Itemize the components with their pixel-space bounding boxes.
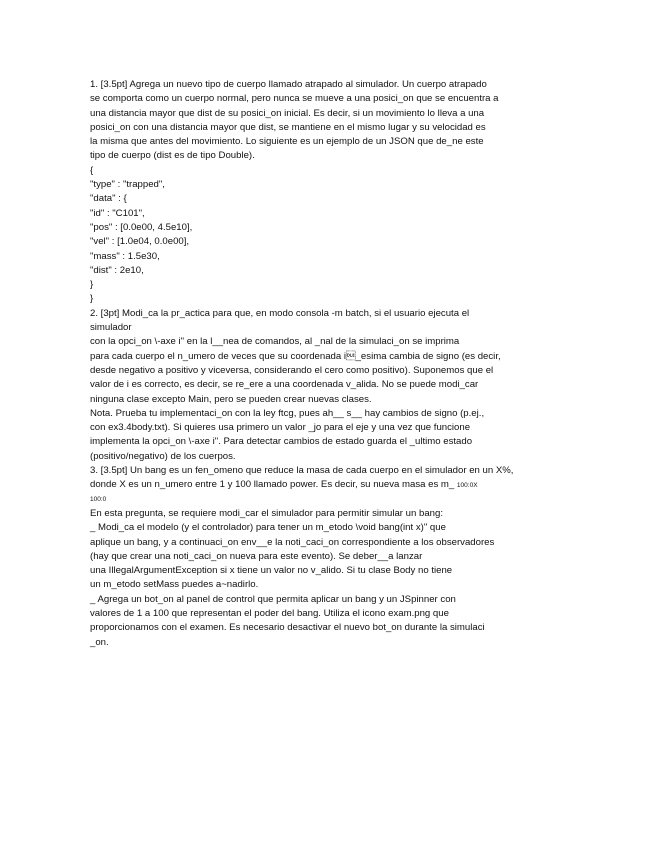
json-mass-line: "mass" : 1.5e30,: [90, 250, 160, 262]
text-line-26: implementa la opci_on \-axe i". Para detectar cambios de estado guarda el _ultimo estado: [90, 436, 473, 448]
json-close-brace-inner: }: [90, 279, 94, 291]
text-line-22: valor de i es correcto, es decir, se re_ere a una coordenada v_alida. No se puede modi_car: [90, 379, 479, 391]
json-vel-line: "vel" : [1.0e04, 0.0e00],: [90, 236, 190, 248]
text-line-1: 1. [3.5pt] Agrega un nuevo tipo de cuerpo llamado atrapado al simulador. Un cuerpo atrapado: [90, 79, 487, 90]
text-line-19: con la opci_on \-axe i" en la l__nea de comandos, al _nal de la simulaci_on se imprima: [90, 336, 460, 348]
text-line-3: una distancia mayor que dist de su posici_on inicial. Es decir, si un movimiento lo lleva a una: [90, 107, 485, 119]
text-line-20: para cada cuerpo el n_umero de veces que su coordenada i_esima cambia de signo (es decir,: [90, 350, 501, 362]
json-data-line: "data" : {: [90, 193, 127, 205]
json-type-line: "type" : "trapped",: [90, 179, 165, 191]
text-line-32: _ Modi_ca el modelo (y el controlador) para tener un m_etodo \void bang(int x)" que: [90, 522, 446, 534]
text-line-33: aplique un bang, y a continuaci_on env__e la noti_caci_on correspondiente a los observadores: [90, 536, 495, 548]
text-line-36: un m_etodo setMass puedes a~nadirlo.: [90, 579, 259, 591]
text-line-40: _on.: [90, 636, 109, 648]
text-line-30: 100:0: [90, 495, 107, 503]
text-line-39: proporcionamos con el examen. Es necesario desactivar el nuevo bot_on durante la simulaci: [90, 622, 485, 634]
json-pos-line: "pos" : [0.0e00, 4.5e10],: [90, 221, 193, 233]
mass-formula-fraction: 100:0X: [456, 482, 478, 490]
text-line-29: [90, 478, 570, 492]
exam-text: [90, 78, 570, 650]
mass-formula-text: donde X es un n_umero entre 1 y 100 llamado power. Es decir, su nueva masa es m_: [90, 479, 455, 491]
text-line-35: una IllegalArgumentException si x tiene un valor no v_alido. Si tu clase Body no tiene: [90, 565, 453, 577]
text-line-37: _ Agrega un bot_on al panel de control que permita aplicar un bang y un JSpinner con: [90, 593, 456, 605]
text-line-5: la misma que antes del movimiento. Lo siguiente es un ejemplo de un JSON que de_ne este: [90, 136, 484, 148]
text-line-6: tipo de cuerpo (dist es de tipo Double).: [90, 150, 255, 162]
text-line-17: 2. [3pt] Modi_ca la pr_actica para que, en modo consola -m batch, si el usuario ejecuta el: [90, 307, 470, 319]
text-line-27: (positivo/negativo) de los cuerpos.: [90, 450, 236, 462]
text-line-2: se comporta como un cuerpo normal, pero nunca se mueve a una posici_on que se encuentra a: [90, 93, 499, 105]
json-dist-line: "dist" : 2e10,: [90, 264, 144, 276]
text-line-24: Nota. Prueba tu implementaci_on con la ley ftcg, pues ah__ s__ hay cambios de signo (p.ej.,: [90, 407, 485, 419]
text-line-18: simulador: [90, 322, 132, 334]
text-line-38: valores de 1 a 100 que representan el poder del bang. Utiliza el icono exam.png que: [90, 607, 449, 619]
text-line-23: ninguna clase excepto Main, pero se pueden crear nuevas clases.: [90, 393, 372, 405]
json-close-brace-outer: }: [90, 293, 94, 305]
text-line-28: 3. [3.5pt] Un bang es un fen_omeno que reduce la masa de cada cuerpo en el simulador en un X%,: [90, 465, 514, 477]
text-line-4: posici_on con una distancia mayor que dist, se mantiene en el mismo lugar y su velocidad es: [90, 121, 486, 133]
json-id-line: "id" : "C101",: [90, 207, 145, 219]
text-line-21: desde negativo a positivo y viceversa, considerando el cero como positivo). Suponemos que el: [90, 364, 494, 376]
text-line-31: En esta pregunta, se requiere modi_car el simulador para permitir simular un bang:: [90, 507, 444, 519]
json-open-brace: {: [90, 164, 94, 176]
text-line-25: con ex3.4body.txt). Si quieres usa primero un valor _jo para el eje y una vez que funcione: [90, 422, 471, 434]
text-line-34: (hay que crear una noti_caci_on nueva para este evento). Se deber__a lanzar: [90, 550, 423, 562]
